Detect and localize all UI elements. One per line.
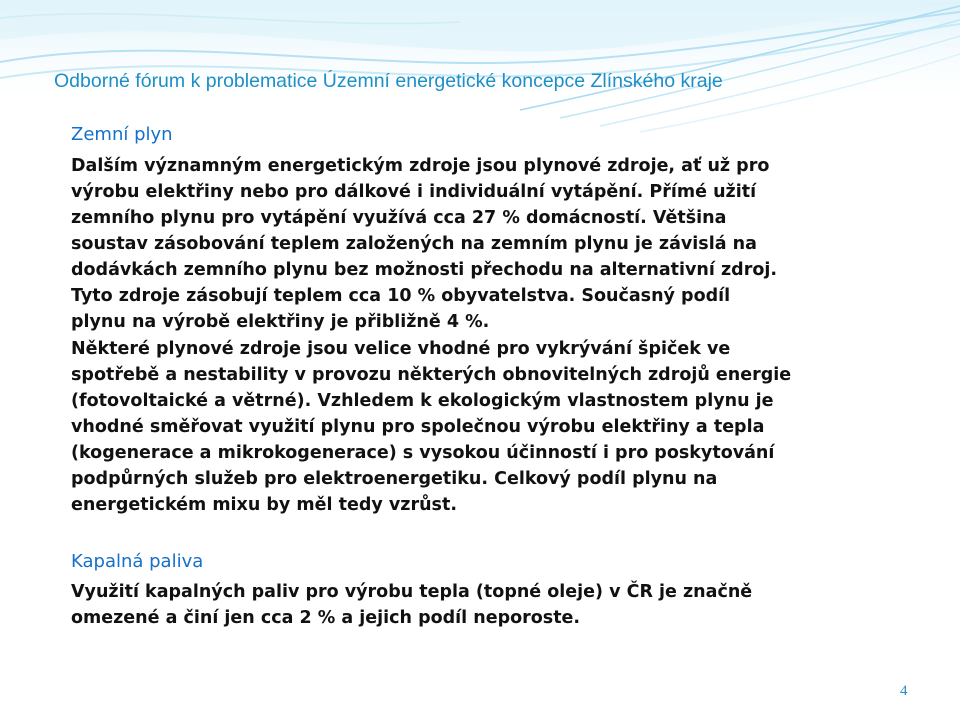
text-line: podpůrných služeb pro elektroenergetiku. Celkový podíl plynu na: [71, 469, 718, 489]
text-line: Tyto zdroje zásobují teplem cca 10 % obyvatelstva. Současný podíl: [71, 286, 731, 306]
page-number: 4: [900, 683, 908, 699]
text-line: Některé plynové zdroje jsou velice vhodné pro vykrývání špiček ve: [71, 339, 731, 359]
text-line: (kogenerace a mikrokogenerace) s vysokou účinností i pro poskytování: [71, 443, 775, 463]
text-line: zemního plynu pro vytápění využívá cca 27 % domácností. Většina: [71, 208, 727, 228]
text-line: Využití kapalných paliv pro výrobu tepla (topné oleje) v ČR je značně: [71, 582, 753, 602]
paragraph-gas-flexibility: [71, 336, 791, 518]
text-line: plynu na výrobě elektřiny je přibližně 4 %.: [71, 312, 490, 332]
text-line: energetickém mixu by měl tedy vzrůst.: [71, 495, 457, 515]
text-line: vhodné směřovat využití plynu pro společnou výrobu elektřiny a tepla: [71, 417, 765, 437]
text-line: omezené a činí jen cca 2 % a jejich podíl neporoste.: [71, 608, 581, 628]
text-line: výrobu elektřiny nebo pro dálkové i individuální vytápění. Přímé užití: [71, 182, 757, 202]
text-line: spotřebě a nestability v provozu některých obnovitelných zdrojů energie: [71, 365, 792, 385]
text-line: soustav zásobování teplem založených na zemním plynu je závislá na: [71, 234, 757, 254]
paragraph-gas-overview: [71, 153, 777, 335]
section-heading-natural-gas: Zemní plyn: [71, 124, 173, 145]
slide-title: Odborné fórum k problematice Územní energetické koncepce Zlínského kraje: [54, 70, 723, 92]
section-heading-liquid-fuels: Kapalná paliva: [71, 551, 204, 572]
text-line: (fotovoltaické a větrné). Vzhledem k ekologickým vlastnostem plynu je: [71, 391, 774, 411]
paragraph-liquid-fuels: [71, 579, 752, 631]
text-line: dodávkách zemního plynu bez možnosti přechodu na alternativní zdroj.: [71, 260, 777, 280]
text-line: Dalším významným energetickým zdroje jsou plynové zdroje, ať už pro: [71, 156, 770, 176]
